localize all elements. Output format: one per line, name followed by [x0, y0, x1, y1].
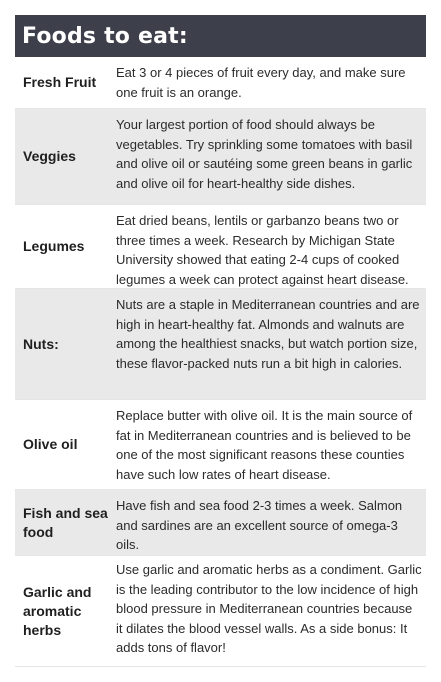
table-row-garlic-and-herbs [15, 556, 426, 667]
table-row-fish-and-sea-food [15, 490, 426, 556]
row-label: Fresh Fruit [23, 74, 97, 90]
row-label: Veggies [23, 148, 76, 164]
page-title: Foods to eat: [22, 23, 188, 49]
row-description: Have fish and sea food 2-3 times a week. Salmon and sardines are an excellent source of omega-3 oils. [116, 498, 403, 553]
row-description: Nuts are a staple in Mediterranean countries and are high in heart-healthy fat. Almonds and walnuts are among the healthiest snacks, but watch portion size, these flavor-packed nuts run a bit high in calories. [116, 297, 420, 371]
row-description: Your largest portion of food should always be vegetables. Try sprinkling some tomatoes with basil and olive oil or sautéing some green beans in garlic and olive oil for heart-healthy side dishes. [116, 117, 413, 191]
table-row-fresh-fruit [15, 57, 426, 109]
row-description: Replace butter with olive oil. It is the main source of fat in Mediterranean countries and is believed to be one of the most significant reasons these counties have such low rates of heart disease. [116, 408, 413, 482]
row-description: Eat dried beans, lentils or garbanzo beans two or three times a week. Research by Michigan State University showed that eating 2-4 cups of cooked legumes a week can protect against heart disease. [116, 213, 409, 287]
foods-table [15, 57, 426, 667]
row-description: Eat 3 or 4 pieces of fruit every day, and make sure one fruit is an orange. [116, 65, 406, 100]
header-bar [15, 15, 426, 57]
row-label: Legumes [23, 238, 85, 254]
row-label: Olive oil [23, 436, 78, 452]
table-row-veggies [15, 109, 426, 205]
table-row-legumes [15, 205, 426, 289]
table-row-nuts [15, 289, 426, 400]
foods-to-eat-sheet [15, 15, 426, 667]
table-row-olive-oil [15, 400, 426, 490]
row-label: Fish and sea food [23, 504, 108, 540]
row-description: Use garlic and aromatic herbs as a condiment. Garlic is the leading contributor to the low incidence of high blood pressure in Mediterranean countries because it dilates the blood vessel walls. As a side bonus: It adds tons of flavor! [116, 562, 422, 656]
row-label: Nuts: [23, 335, 59, 352]
row-label: Garlic and aromatic herbs [23, 583, 92, 638]
